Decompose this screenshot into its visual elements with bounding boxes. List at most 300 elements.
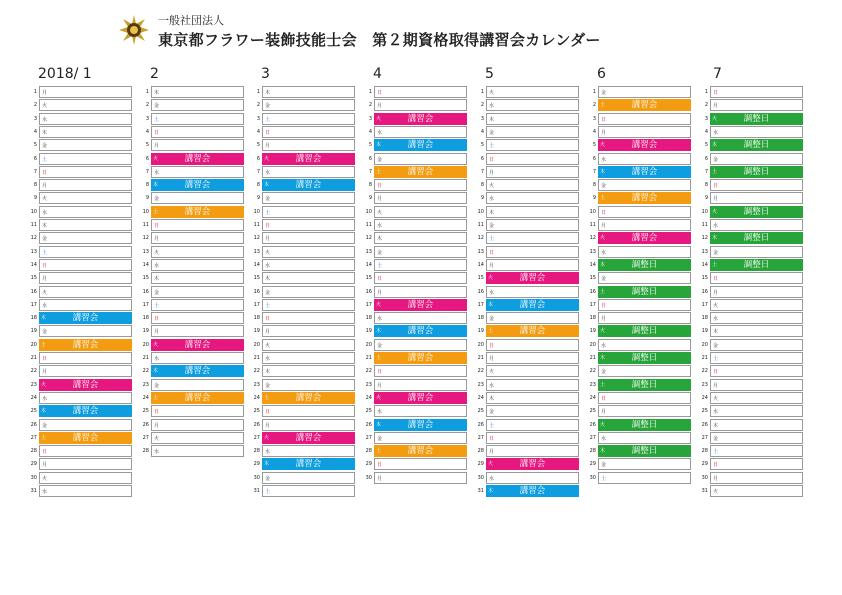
day-cell[interactable] <box>486 246 579 258</box>
day-cell[interactable] <box>598 339 691 351</box>
day-cell[interactable] <box>486 179 579 191</box>
day-cell[interactable] <box>374 286 467 298</box>
day-cell[interactable] <box>598 179 691 191</box>
day-cell[interactable] <box>374 312 467 324</box>
day-cell[interactable] <box>710 86 803 98</box>
day-cell[interactable] <box>710 246 803 258</box>
weekday-label: 木 <box>600 448 606 455</box>
day-cell[interactable] <box>710 339 803 351</box>
day-cell[interactable] <box>710 405 803 417</box>
event-lecture[interactable] <box>262 458 355 470</box>
day-cell[interactable] <box>262 192 355 204</box>
day-row <box>587 312 707 325</box>
weekday-label: 日 <box>265 129 271 136</box>
day-row <box>475 272 595 285</box>
day-cell[interactable] <box>374 86 467 98</box>
day-cell[interactable] <box>598 472 691 484</box>
day-cell[interactable] <box>39 392 132 404</box>
weekday-label: 月 <box>377 103 383 110</box>
event-adjustment-day[interactable] <box>710 166 803 178</box>
day-cell[interactable] <box>151 113 244 125</box>
day-cell[interactable] <box>262 126 355 138</box>
day-cell[interactable] <box>710 485 803 497</box>
day-row <box>587 232 707 245</box>
day-cell[interactable] <box>486 352 579 364</box>
day-cell[interactable] <box>486 379 579 391</box>
day-cell[interactable] <box>374 179 467 191</box>
event-adjustment-day[interactable] <box>598 445 691 457</box>
event-adjustment-day[interactable] <box>598 325 691 337</box>
day-cell[interactable] <box>262 325 355 337</box>
day-cell[interactable] <box>151 325 244 337</box>
day-cell[interactable] <box>151 432 244 444</box>
day-cell[interactable] <box>39 179 132 191</box>
day-row <box>475 352 595 365</box>
day-cell[interactable] <box>374 99 467 111</box>
day-cell[interactable] <box>151 86 244 98</box>
day-cell[interactable] <box>39 299 132 311</box>
day-number: 15 <box>253 275 260 282</box>
event-lecture[interactable] <box>598 192 691 204</box>
day-cell[interactable] <box>39 458 132 470</box>
day-cell[interactable] <box>710 272 803 284</box>
day-cell[interactable] <box>39 352 132 364</box>
weekday-label: 金 <box>265 289 271 296</box>
day-cell[interactable] <box>262 485 355 497</box>
event-lecture[interactable] <box>262 179 355 191</box>
day-row <box>251 458 371 471</box>
day-cell[interactable] <box>151 192 244 204</box>
day-number: 5 <box>368 142 372 149</box>
day-cell[interactable] <box>486 113 579 125</box>
day-row <box>28 272 148 285</box>
event-adjustment-day[interactable] <box>710 259 803 271</box>
day-cell[interactable] <box>262 299 355 311</box>
day-cell[interactable] <box>710 472 803 484</box>
event-lecture[interactable] <box>374 445 467 457</box>
day-row <box>251 166 371 179</box>
weekday-label: 木 <box>712 142 718 149</box>
weekday-label: 土 <box>41 434 47 441</box>
day-cell[interactable] <box>151 286 244 298</box>
weekday-label: 火 <box>265 342 271 349</box>
weekday-label: 木 <box>376 142 382 149</box>
day-row <box>699 365 819 378</box>
day-cell[interactable] <box>151 219 244 231</box>
day-number: 5 <box>33 142 37 149</box>
weekday-label: 日 <box>265 409 271 416</box>
day-cell[interactable] <box>598 458 691 470</box>
event-adjustment-day[interactable] <box>598 286 691 298</box>
weekday-label: 火 <box>42 196 48 203</box>
day-cell[interactable] <box>486 126 579 138</box>
event-lecture[interactable] <box>39 405 132 417</box>
day-cell[interactable] <box>598 272 691 284</box>
day-number: 18 <box>142 315 149 322</box>
day-row <box>363 472 483 485</box>
event-lecture[interactable] <box>151 339 244 351</box>
event-lecture[interactable] <box>374 325 467 337</box>
day-cell[interactable] <box>262 312 355 324</box>
day-row <box>475 458 595 471</box>
day-cell[interactable] <box>262 365 355 377</box>
day-cell[interactable] <box>486 166 579 178</box>
day-cell[interactable] <box>486 206 579 218</box>
day-cell[interactable] <box>710 286 803 298</box>
event-adjustment-day[interactable] <box>710 232 803 244</box>
day-cell[interactable] <box>598 432 691 444</box>
event-lecture[interactable] <box>151 179 244 191</box>
event-label: 講習会 <box>407 419 434 430</box>
day-cell[interactable] <box>39 325 132 337</box>
day-number: 23 <box>142 381 149 388</box>
day-cell[interactable] <box>486 472 579 484</box>
day-cell[interactable] <box>262 113 355 125</box>
event-lecture[interactable] <box>151 206 244 218</box>
weekday-label: 土 <box>600 381 606 388</box>
day-row <box>699 99 819 112</box>
day-cell[interactable] <box>486 405 579 417</box>
day-cell[interactable] <box>39 445 132 457</box>
event-lecture[interactable] <box>374 392 467 404</box>
day-cell[interactable] <box>39 259 132 271</box>
day-cell[interactable] <box>710 299 803 311</box>
day-cell[interactable] <box>262 246 355 258</box>
day-cell[interactable] <box>486 365 579 377</box>
day-cell[interactable] <box>374 232 467 244</box>
day-cell[interactable] <box>374 219 467 231</box>
day-cell[interactable] <box>598 392 691 404</box>
day-cell[interactable] <box>262 139 355 151</box>
weekday-label: 日 <box>713 369 719 376</box>
day-row <box>699 432 819 445</box>
day-cell[interactable] <box>710 458 803 470</box>
event-lecture[interactable] <box>374 113 467 125</box>
event-lecture[interactable] <box>262 392 355 404</box>
weekday-label: 日 <box>42 169 48 176</box>
day-number: 21 <box>589 355 596 361</box>
day-cell[interactable] <box>486 232 579 244</box>
day-number: 25 <box>142 408 149 415</box>
day-cell[interactable] <box>486 432 579 444</box>
event-adjustment-day[interactable] <box>598 379 691 391</box>
day-cell[interactable] <box>710 432 803 444</box>
day-cell[interactable] <box>39 113 132 125</box>
weekday-label: 水 <box>489 475 495 482</box>
day-cell[interactable] <box>262 405 355 417</box>
day-row <box>475 339 595 352</box>
day-cell[interactable] <box>39 99 132 111</box>
day-cell[interactable] <box>710 419 803 431</box>
weekday-label: 火 <box>713 302 719 309</box>
day-cell[interactable] <box>39 246 132 258</box>
day-cell[interactable] <box>39 219 132 231</box>
day-cell[interactable] <box>39 272 132 284</box>
event-lecture[interactable] <box>262 432 355 444</box>
event-lecture[interactable] <box>374 419 467 431</box>
day-cell[interactable] <box>374 432 467 444</box>
day-row <box>251 339 371 352</box>
day-cell[interactable] <box>262 99 355 111</box>
day-cell[interactable] <box>151 139 244 151</box>
day-row <box>475 153 595 166</box>
day-cell[interactable] <box>151 445 244 457</box>
day-cell[interactable] <box>151 259 244 271</box>
day-cell[interactable] <box>710 352 803 364</box>
event-lecture[interactable] <box>598 99 691 111</box>
day-cell[interactable] <box>374 259 467 271</box>
day-row <box>251 139 371 152</box>
day-cell[interactable] <box>486 86 579 98</box>
day-cell[interactable] <box>710 392 803 404</box>
event-lecture[interactable] <box>598 166 691 178</box>
day-cell[interactable] <box>39 166 132 178</box>
day-number: 8 <box>33 182 37 189</box>
day-cell[interactable] <box>262 86 355 98</box>
day-cell[interactable] <box>262 232 355 244</box>
day-number: 29 <box>30 461 37 468</box>
weekday-label: 木 <box>153 368 159 375</box>
weekday-label: 土 <box>489 422 495 429</box>
day-cell[interactable] <box>374 153 467 165</box>
event-lecture[interactable] <box>262 153 355 165</box>
event-lecture[interactable] <box>486 299 579 311</box>
day-cell[interactable] <box>598 246 691 258</box>
event-label: 講習会 <box>407 392 434 403</box>
event-lecture[interactable] <box>486 272 579 284</box>
weekday-label: 月 <box>265 143 271 150</box>
event-label: 講習会 <box>407 353 434 363</box>
day-cell[interactable] <box>262 272 355 284</box>
day-cell[interactable] <box>151 126 244 138</box>
day-cell[interactable] <box>39 232 132 244</box>
event-adjustment-day[interactable] <box>710 206 803 218</box>
day-number: 8 <box>145 182 149 189</box>
day-row <box>363 113 483 126</box>
weekday-label: 日 <box>377 369 383 376</box>
day-row <box>699 312 819 325</box>
day-cell[interactable] <box>598 219 691 231</box>
day-cell[interactable] <box>262 419 355 431</box>
weekday-label: 日 <box>154 129 160 136</box>
day-cell[interactable] <box>262 259 355 271</box>
day-cell[interactable] <box>486 99 579 111</box>
day-cell[interactable] <box>598 405 691 417</box>
day-cell[interactable] <box>598 86 691 98</box>
weekday-label: 月 <box>265 236 271 243</box>
day-cell[interactable] <box>151 166 244 178</box>
day-row <box>363 286 483 299</box>
day-cell[interactable] <box>486 153 579 165</box>
weekday-label: 木 <box>376 421 382 428</box>
day-cell[interactable] <box>486 419 579 431</box>
weekday-label: 月 <box>265 329 271 336</box>
day-cell[interactable] <box>486 392 579 404</box>
weekday-label: 金 <box>601 183 607 190</box>
day-cell[interactable] <box>374 339 467 351</box>
day-cell[interactable] <box>710 99 803 111</box>
day-cell[interactable] <box>151 232 244 244</box>
weekday-label: 水 <box>601 156 607 163</box>
day-cell[interactable] <box>262 379 355 391</box>
day-cell[interactable] <box>710 312 803 324</box>
day-row <box>475 166 595 179</box>
weekday-label: 月 <box>377 475 383 482</box>
weekday-label: 月 <box>42 369 48 376</box>
event-lecture[interactable] <box>374 139 467 151</box>
day-row <box>251 445 371 458</box>
day-cell[interactable] <box>710 192 803 204</box>
day-cell[interactable] <box>374 365 467 377</box>
day-cell[interactable] <box>598 312 691 324</box>
day-cell[interactable] <box>151 272 244 284</box>
day-row <box>475 179 595 192</box>
weekday-label: 土 <box>265 209 271 216</box>
weekday-label: 木 <box>713 422 719 429</box>
day-cell[interactable] <box>710 379 803 391</box>
day-number: 23 <box>589 381 596 388</box>
day-cell[interactable] <box>374 272 467 284</box>
day-cell[interactable] <box>151 299 244 311</box>
weekday-label: 月 <box>489 169 495 176</box>
day-cell[interactable] <box>151 379 244 391</box>
day-row <box>28 419 148 432</box>
event-lecture[interactable] <box>39 379 132 391</box>
day-cell[interactable] <box>262 166 355 178</box>
day-cell[interactable] <box>710 365 803 377</box>
weekday-label: 日 <box>154 316 160 323</box>
day-cell[interactable] <box>39 153 132 165</box>
weekday-label: 火 <box>600 142 606 149</box>
day-cell[interactable] <box>151 352 244 364</box>
day-cell[interactable] <box>710 153 803 165</box>
weekday-label: 日 <box>489 156 495 163</box>
day-cell[interactable] <box>262 352 355 364</box>
day-cell[interactable] <box>486 445 579 457</box>
day-cell[interactable] <box>598 113 691 125</box>
day-cell[interactable] <box>710 179 803 191</box>
day-cell[interactable] <box>710 219 803 231</box>
day-cell[interactable] <box>262 472 355 484</box>
day-cell[interactable] <box>39 286 132 298</box>
event-lecture[interactable] <box>486 485 579 497</box>
event-label: 調整日 <box>743 206 770 217</box>
event-lecture[interactable] <box>39 432 132 444</box>
event-label: 講習会 <box>184 153 211 164</box>
day-cell[interactable] <box>262 445 355 457</box>
day-cell[interactable] <box>39 192 132 204</box>
event-lecture[interactable] <box>374 352 467 364</box>
event-lecture[interactable] <box>151 365 244 377</box>
event-adjustment-day[interactable] <box>710 139 803 151</box>
event-adjustment-day[interactable] <box>710 113 803 125</box>
day-cell[interactable] <box>262 286 355 298</box>
day-number: 19 <box>701 328 708 335</box>
day-number: 18 <box>30 315 37 322</box>
day-cell[interactable] <box>262 339 355 351</box>
day-cell[interactable] <box>151 246 244 258</box>
day-cell[interactable] <box>374 458 467 470</box>
day-cell[interactable] <box>486 312 579 324</box>
day-cell[interactable] <box>39 472 132 484</box>
weekday-label: 水 <box>42 302 48 309</box>
event-lecture[interactable] <box>374 166 467 178</box>
day-cell[interactable] <box>486 339 579 351</box>
day-cell[interactable] <box>486 286 579 298</box>
day-cell[interactable] <box>374 192 467 204</box>
event-adjustment-day[interactable] <box>598 419 691 431</box>
day-cell[interactable] <box>151 99 244 111</box>
day-row <box>28 352 148 365</box>
event-lecture[interactable] <box>598 232 691 244</box>
event-lecture[interactable] <box>39 339 132 351</box>
event-lecture[interactable] <box>39 312 132 324</box>
day-cell[interactable] <box>486 139 579 151</box>
event-lecture[interactable] <box>151 392 244 404</box>
day-row <box>251 99 371 112</box>
day-cell[interactable] <box>598 365 691 377</box>
day-cell[interactable] <box>598 153 691 165</box>
day-cell[interactable] <box>39 126 132 138</box>
day-cell[interactable] <box>39 206 132 218</box>
event-lecture[interactable] <box>151 153 244 165</box>
day-cell[interactable] <box>374 206 467 218</box>
day-cell[interactable] <box>151 312 244 324</box>
day-cell[interactable] <box>262 219 355 231</box>
day-cell[interactable] <box>486 219 579 231</box>
day-cell[interactable] <box>39 365 132 377</box>
day-row <box>140 86 260 99</box>
day-cell[interactable] <box>374 472 467 484</box>
event-adjustment-day[interactable] <box>598 352 691 364</box>
day-cell[interactable] <box>486 192 579 204</box>
weekday-label: 月 <box>265 422 271 429</box>
day-cell[interactable] <box>598 206 691 218</box>
day-cell[interactable] <box>598 126 691 138</box>
day-cell[interactable] <box>374 246 467 258</box>
day-cell[interactable] <box>151 405 244 417</box>
event-adjustment-day[interactable] <box>598 259 691 271</box>
day-cell[interactable] <box>39 139 132 151</box>
day-cell[interactable] <box>262 206 355 218</box>
day-cell[interactable] <box>374 405 467 417</box>
day-number: 27 <box>589 434 596 441</box>
day-cell[interactable] <box>151 419 244 431</box>
day-cell[interactable] <box>710 126 803 138</box>
event-lecture[interactable] <box>598 139 691 151</box>
day-number: 20 <box>253 341 260 348</box>
day-row <box>475 206 595 219</box>
day-cell[interactable] <box>39 419 132 431</box>
day-cell[interactable] <box>374 126 467 138</box>
month-label: 7 <box>713 66 722 82</box>
event-lecture[interactable] <box>486 458 579 470</box>
day-cell[interactable] <box>39 86 132 98</box>
day-cell[interactable] <box>486 259 579 271</box>
day-number: 7 <box>592 168 596 175</box>
day-row <box>587 179 707 192</box>
event-label: 講習会 <box>72 406 99 417</box>
day-cell[interactable] <box>39 485 132 497</box>
day-cell[interactable] <box>598 299 691 311</box>
weekday-label: 月 <box>489 262 495 269</box>
day-cell[interactable] <box>710 325 803 337</box>
day-cell[interactable] <box>710 445 803 457</box>
event-lecture[interactable] <box>486 325 579 337</box>
day-cell[interactable] <box>374 379 467 391</box>
day-row <box>28 99 148 112</box>
event-lecture[interactable] <box>374 299 467 311</box>
